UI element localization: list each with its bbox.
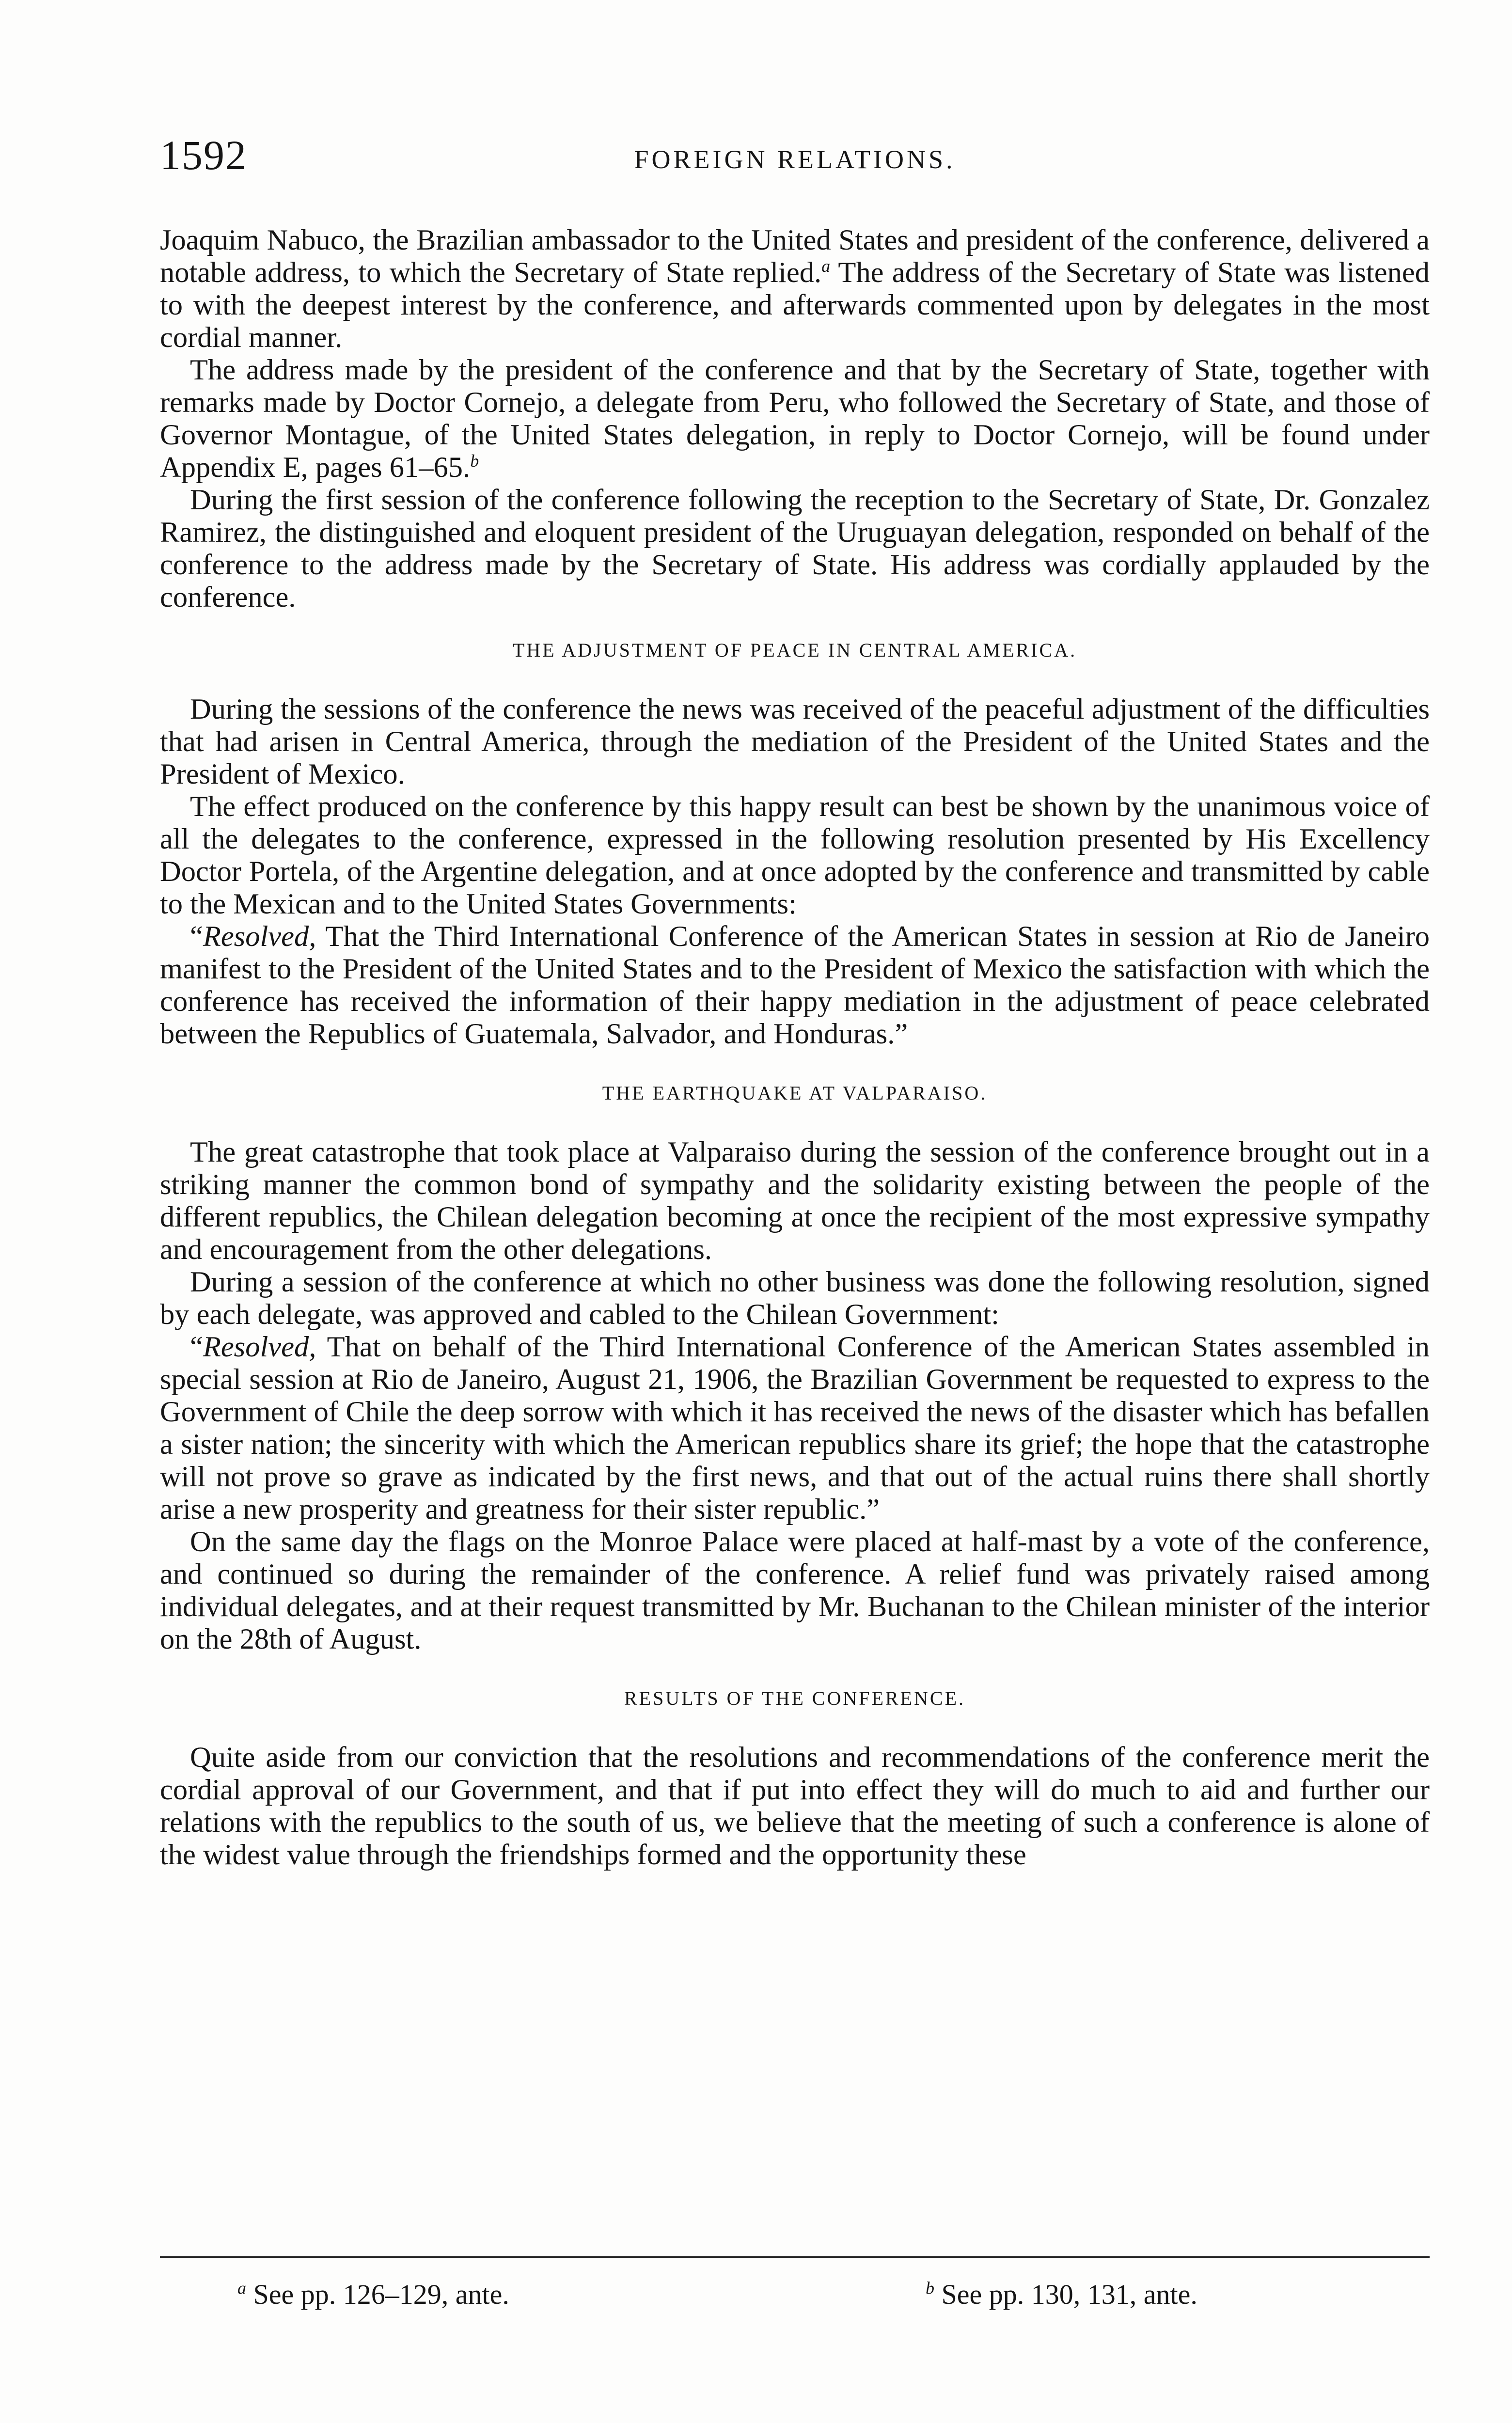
footnote-a-mark: a [237, 2278, 246, 2298]
paragraph-first-session: During the first session of the conference following the reception to the Secretary of State, Dr. Gonzalez Ramirez, the distinguished and eloquent president of the Uruguayan delegation, responded on behalf of the conference to the address made by the Secretary of State. His address was cordially applauded by the conference. [160, 484, 1430, 614]
body-text [160, 224, 1430, 1871]
running-title: FOREIGN RELATIONS. [634, 145, 956, 174]
paragraph-session-resolution: During a session of the conference at which no other business was done the following resolution, signed by each delegate, was approved and cabled to the Chilean Government: [160, 1266, 1430, 1331]
section-heading-earthquake: THE EARTHQUAKE AT VALPARAISO. [602, 1082, 988, 1104]
footnote-b-mark: b [926, 2278, 934, 2298]
paragraph-text: Joaquim Nabuco, the Brazilian ambassador to the United States and president of the conference, delivered a notable address, to which the Secretary of State replied. [160, 224, 1430, 289]
footnotes [160, 2278, 1430, 2316]
resolved-word: Resolved, [203, 920, 316, 953]
footnote-marker-b: b [470, 451, 479, 471]
paragraph-flags-half-mast: On the same day the flags on the Monroe Palace were placed at half-mast by a vote of the conference, and continued so during the remainder of the conference. A relief fund was privately raised among individual delegates, and at their request transmitted by Mr. Buchanan to the Chilean minister of the interior on the 28th of August. [160, 1526, 1430, 1655]
resolution-text: That the Third International Conference of the American States in session at Rio de Janeiro manifest to the President of the United States and to the President of Mexico the satisfaction with which the conference has received the information of their happy mediation in the adjustment of peace celebrated between the Republics of Guatemala, Salvador, and Honduras.” [160, 920, 1430, 1050]
section-heading-results: RESULTS OF THE CONFERENCE. [624, 1687, 966, 1709]
footnote-a-text: See pp. 126–129, ante. [246, 2279, 509, 2310]
paragraph-text: The address of the Secretary of State was listened to with the deepest interest by the conference, and afterwards commented upon by delegates in the most cordial manner. [160, 256, 1430, 354]
paragraph-peace-news: During the sessions of the conference the news was received of the peaceful adjustment of the difficulties that had arisen in Central America, through the mediation of the President of the United States and the President of Mexico. [160, 693, 1430, 790]
paragraph-text: The address made by the president of the conference and that by the Secretary of State, together with remarks made by Doctor Cornejo, a delegate from Peru, who followed the Secretary of State, and those of Governor Montague, of the United States delegation, in reply to Doctor Cornejo, will be found under Appendix E, pages 61–65. [160, 354, 1430, 484]
paragraph-results: Quite aside from our conviction that the resolutions and recommendations of the conference merit the cordial approval of our Government, and that if put into effect they will do much to aid and further our relations with the republics to the south of us, we believe that the meeting of such a conference is alone of the widest value through the friendships formed and the opportunity these [160, 1741, 1430, 1871]
paragraph-effect-produced: The effect produced on the conference by this happy result can best be shown by the unanimous voice of all the delegates to the conference, expressed in the following resolution presented by His Excellency Doctor Portela, of the Argentine delegation, and at once adopted by the conference and transmitted by cable to the Mexican and to the United States Governments: [160, 790, 1430, 920]
paragraph-resolution-chile [160, 1331, 1430, 1526]
section-heading-central-america: THE ADJUSTMENT OF PEACE IN CENTRAL AMERICA. [512, 639, 1077, 661]
open-quote: “ [190, 1331, 203, 1363]
footnote-marker-a: a [821, 256, 831, 276]
paragraph-catastrophe: The great catastrophe that took place at Valparaiso during the session of the conference brought out in a striking manner the common bond of sympathy and the solidarity existing between the people of the different republics, the Chilean delegation becoming at once the recipient of the most expressive sympathy and encouragement from the other delegations. [160, 1136, 1430, 1266]
paragraph-nabuco-address [160, 224, 1430, 354]
footnote-divider [160, 2256, 1430, 2258]
page-header [160, 131, 1430, 184]
footnote-b-text: See pp. 130, 131, ante. [934, 2279, 1197, 2310]
page-number: 1592 [160, 132, 247, 178]
resolved-word: Resolved, [203, 1331, 316, 1363]
resolution-text: That on behalf of the Third International Conference of the American States assembled in special session at Rio de Janeiro, August 21, 1906, the Brazilian Government be requested to express to the Government of Chile the deep sorrow with which it has received the news of the disaster which has befallen a sister nation; the sincerity with which the American republics share its grief; the hope that the catastrophe will not prove so grave as indicated by the first news, and that out of the actual ruins there shall shortly arise a new prosperity and greatness for their sister republic.” [160, 1331, 1430, 1526]
paragraph-appendix-reference [160, 354, 1430, 484]
footnote-b [926, 2278, 1197, 2312]
footnote-a [237, 2278, 509, 2312]
paragraph-resolution-peace [160, 920, 1430, 1050]
open-quote: “ [190, 920, 203, 953]
